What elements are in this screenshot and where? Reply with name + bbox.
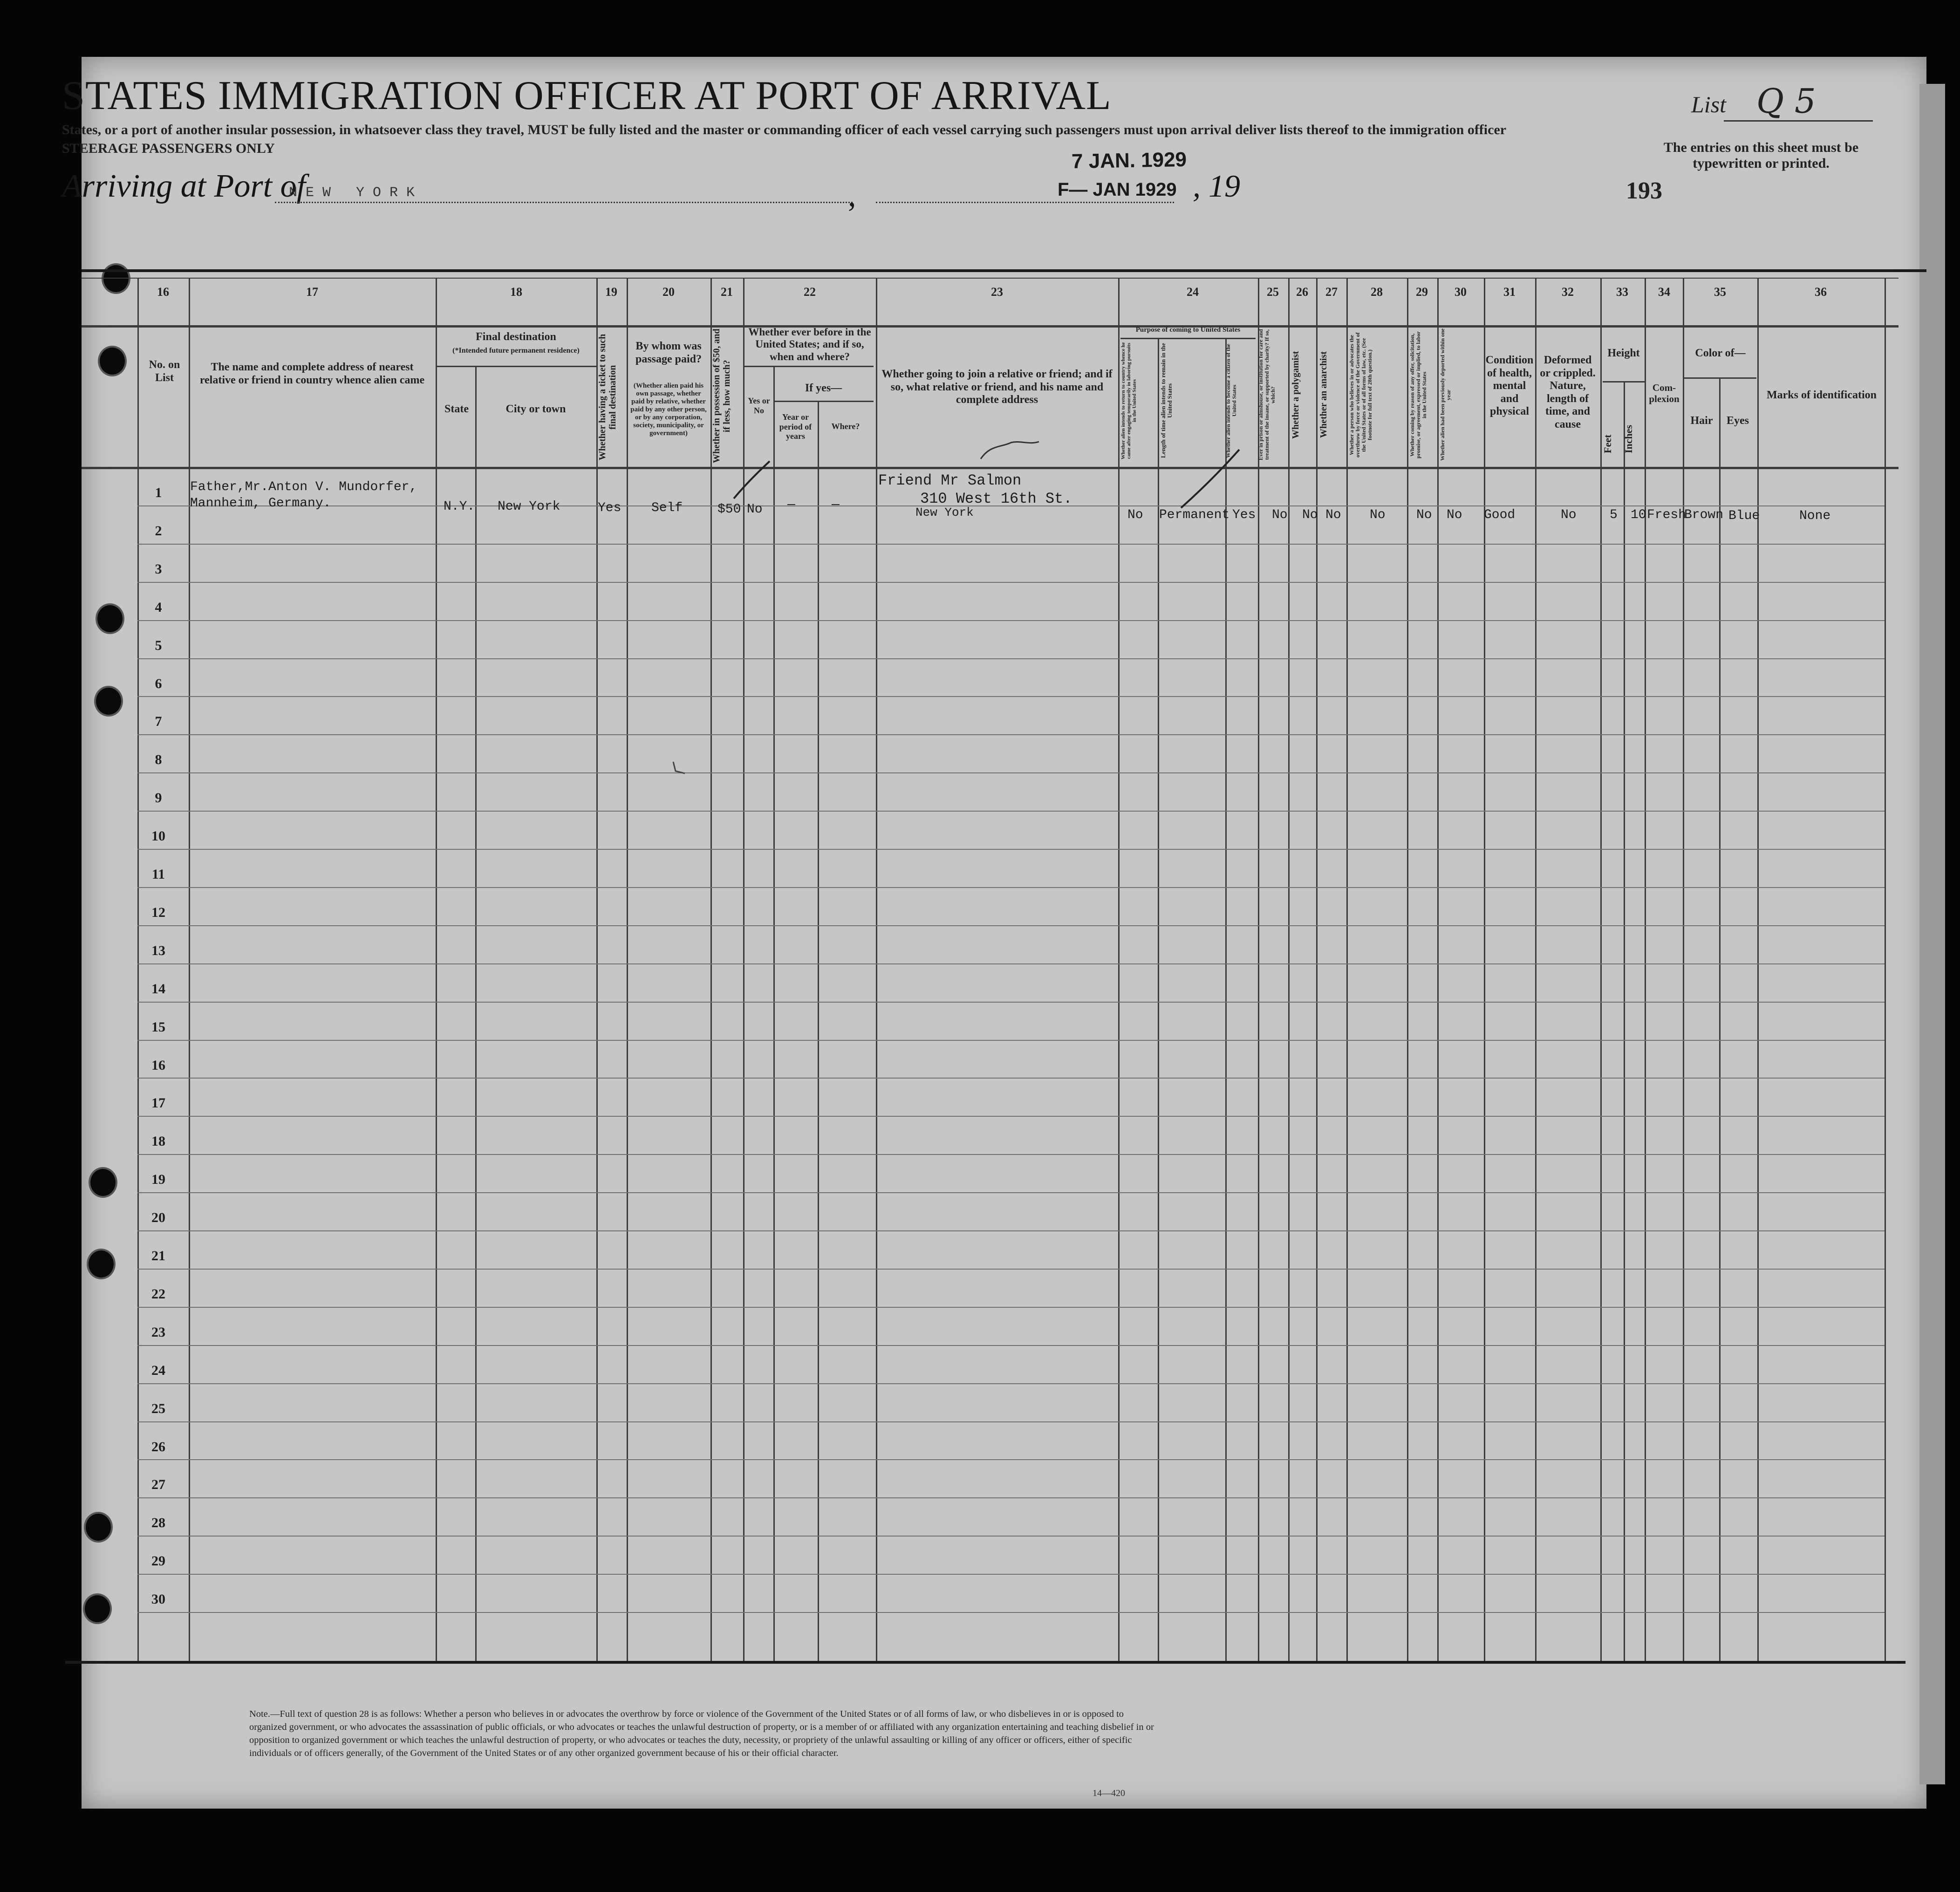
polygamist-value: No	[1302, 508, 1318, 522]
arriving-label: Arriving at Port of	[62, 168, 306, 204]
column-number: 34	[1658, 285, 1670, 299]
bottom-rule	[65, 1661, 1905, 1664]
column-number: 29	[1416, 285, 1428, 299]
join-line3: New York	[915, 505, 974, 519]
height-feet: 5	[1610, 508, 1618, 522]
dest-city: New York	[498, 499, 560, 514]
row-number: 6	[155, 676, 162, 691]
column-number: 30	[1455, 285, 1467, 299]
ticket-value: Yes	[598, 501, 621, 515]
row-number: 24	[151, 1362, 165, 1378]
prison-value: No	[1272, 508, 1288, 522]
steerage-label: STEERAGE PASSENGERS ONLY	[62, 141, 275, 156]
complexion-value: Fresh	[1647, 508, 1687, 522]
row-number: 2	[155, 523, 162, 539]
col28-header: Whether a person who believes in or advocates the overthrow by force or violence of the Government of the United States or of all forms of law, etc. (See footnote for full text of 28th question.)	[1348, 332, 1373, 458]
row-number: 13	[151, 943, 165, 958]
eyes-value: Blue	[1728, 509, 1760, 523]
col22-where: Where?	[831, 422, 860, 431]
col35-eyes: Eyes	[1727, 415, 1749, 427]
q28-value: No	[1370, 508, 1386, 522]
col21-header: Whether in possession of $50, and if less, how much?	[711, 328, 732, 464]
column-number: 19	[605, 285, 617, 299]
col17-header: The name and complete address of nearest relative or friend in country whence alien came	[199, 361, 425, 386]
relative-line1: Father,Mr.Anton V. Mundorfer,	[190, 480, 417, 494]
join-line2: 310 West 16th St.	[920, 490, 1072, 507]
row-number: 19	[151, 1172, 165, 1188]
row-number: 15	[151, 1019, 165, 1035]
col24-citizen: Whether alien intends to become a citizen of the United States	[1225, 343, 1237, 458]
year-193: 193	[1626, 178, 1662, 204]
row-number: 23	[151, 1324, 165, 1340]
money-value: $50	[717, 502, 741, 517]
column-number: 28	[1371, 285, 1383, 299]
marks-value: None	[1799, 509, 1831, 523]
before-value: No	[747, 502, 763, 517]
row-number: 16	[151, 1057, 165, 1073]
col24-length: Length of time alien intends to remain in the United States	[1160, 343, 1173, 458]
col20-header: By whom was passage paid?	[635, 340, 702, 365]
relative-line2: Mannheim, Germany.	[190, 496, 331, 511]
footnote: Note.—Full text of question 28 is as follows: Whether a person who believes in or advocates the overthrow by force or violence of the Government of the United States or of all forms of law, or who disbelieves in or is opposed to organized government, or who advocates the assassination of public officials, or who advocates or teaches the unlawful destruction of property, or is a member of or affiliated with any organization entertaining and teaching disbelief in or opposition to organized government or which teaches the unlawful destruction of property, or who advocates or teaches the duty, necessity, or propriety of the unlawful assaulting or killing of any officer or officers, either of specific individuals or of officers generally, of the Government of the United States or of any other organized government because of his or their official character.	[249, 1709, 1154, 1758]
row-number: 27	[151, 1477, 165, 1493]
col33-inches: Inches	[1623, 424, 1634, 454]
column-number: 20	[662, 285, 675, 299]
col32-header: Deformed or crippled. Nature, length of time, and cause	[1540, 354, 1596, 430]
row-number: 22	[151, 1286, 165, 1302]
col29-header: Whether coming by reason of any offer, solicitation, promise, or agreement, expressed or implied, to labor in the United States	[1409, 331, 1427, 458]
join-line1: Friend Mr Salmon	[878, 472, 1022, 489]
column-number: 27	[1325, 285, 1338, 299]
column-number: 32	[1562, 285, 1574, 299]
col30-header: Whether alien had been previously deported within one year	[1439, 328, 1452, 461]
col16-header: No. on List	[149, 359, 180, 384]
row-number: 25	[151, 1400, 165, 1416]
col18-header: Final destination	[476, 331, 556, 343]
date-stamp: 7 JAN. 1929	[1071, 148, 1187, 173]
row-number: 8	[155, 752, 162, 768]
offer-value: No	[1416, 508, 1432, 522]
row-number: 29	[151, 1553, 165, 1569]
col35-header: Color of—	[1695, 347, 1746, 359]
health-value: Good	[1484, 508, 1516, 522]
row-number: 30	[151, 1591, 165, 1607]
column-number: 33	[1616, 285, 1628, 299]
col18-city: City or town	[505, 403, 566, 415]
return-value: No	[1127, 508, 1143, 522]
row-number: 1	[155, 485, 162, 500]
column-number: 35	[1714, 285, 1726, 299]
entries-note: The entries on this sheet must be typewritten or printed.	[1663, 140, 1859, 171]
col25-header: Ever in prison or almshouse, or institution for care and treatment of the insane, or supported by charity? If so, which?	[1257, 329, 1276, 461]
column-number: 23	[991, 285, 1003, 299]
column-number: 26	[1296, 285, 1308, 299]
col35-hair: Hair	[1690, 415, 1713, 427]
year-prefix: , 19	[1193, 168, 1240, 204]
list-number: Q 5	[1756, 82, 1816, 121]
column-number: 31	[1503, 285, 1516, 299]
column-number: 22	[804, 285, 816, 299]
col19-header: Whether having a ticket to such final destination	[597, 334, 618, 461]
column-number: 25	[1267, 285, 1279, 299]
deformed-value: No	[1561, 508, 1577, 522]
row-number: 11	[151, 867, 165, 882]
col24-return: Whether alien intends to return to country whence he came after engaging temporarily in laboring pursuits in the United States	[1120, 342, 1137, 459]
row-number: 17	[151, 1095, 165, 1111]
column-number: 17	[306, 285, 318, 299]
row-number: 4	[155, 599, 162, 615]
row-number: 20	[151, 1210, 165, 1226]
row-number: 26	[151, 1439, 165, 1455]
passage-value: Self	[651, 501, 683, 515]
column-number: 16	[157, 285, 169, 299]
row-number: 12	[151, 904, 165, 920]
col22-year: Year or period of years	[779, 412, 812, 441]
col26-header: Whether a polygamist	[1291, 351, 1301, 439]
col18-subheader: (*Intended future permanent residence)	[452, 347, 580, 355]
row-number: 7	[155, 714, 162, 730]
date-stamp: F— JAN 1929	[1058, 179, 1177, 200]
anarchist-value: No	[1325, 508, 1341, 522]
comma: ,	[848, 178, 856, 213]
before-where: —	[832, 498, 840, 512]
port-value: NEW YORK	[289, 185, 423, 201]
col22-yes-no: Yes or No	[748, 396, 770, 415]
citizen-value: Yes	[1232, 508, 1256, 522]
col20-subheader: (Whether alien paid his own passage, whether paid by relative, whether paid by any other person, or by any corporation, society, municipality, or government)	[630, 382, 707, 437]
row-number: 18	[151, 1134, 165, 1149]
col24-header: Purpose of coming to United States	[1135, 326, 1241, 334]
row-number: 5	[155, 637, 162, 653]
col18-state: State	[444, 403, 469, 415]
row-number: 10	[151, 828, 165, 844]
col27-header: Whether an anarchist	[1318, 351, 1329, 438]
column-number: 18	[510, 285, 522, 299]
col22-if-yes: If yes—	[805, 382, 842, 394]
col36-header: Marks of identification	[1767, 389, 1877, 401]
hair-value: Brown	[1684, 508, 1724, 522]
col33-header: Height	[1607, 347, 1640, 359]
deported-value: No	[1447, 508, 1462, 522]
col23-header: Whether going to join a relative or friend; and if so, what relative or friend, and his name and complete address	[881, 368, 1113, 406]
column-number: 36	[1815, 285, 1827, 299]
before-year: —	[787, 498, 795, 512]
length-value: Permanent	[1159, 508, 1230, 522]
form-number: 14—420	[1093, 1788, 1125, 1798]
column-number: 24	[1187, 285, 1199, 299]
list-label: List	[1691, 91, 1727, 117]
column-number: 21	[721, 285, 733, 299]
row-number: 21	[151, 1248, 165, 1264]
row-number: 3	[155, 561, 162, 577]
height-inches: 10	[1631, 508, 1646, 522]
row-number: 28	[151, 1515, 165, 1531]
row-number: 9	[155, 790, 162, 806]
col34-header: Com- plexion	[1649, 382, 1680, 405]
intro-text: States, or a port of another insular possession, in whatsoever class they travel, MUST be fully listed and the master or commanding officer of each vessel carrying such passengers must upon arrival deliver lists thereof to the immigration officer	[62, 122, 1507, 137]
dest-state: N.Y.	[444, 499, 475, 514]
col22-header: Whether ever before in the United States; and if so, when and where?	[748, 326, 871, 362]
row-number: 14	[151, 981, 165, 997]
page-title: STATES IMMIGRATION OFFICER AT PORT OF ARRIVAL	[62, 73, 1112, 118]
col31-header: Condition of health, mental and physical	[1485, 354, 1534, 418]
col33-feet: Feet	[1602, 434, 1613, 453]
